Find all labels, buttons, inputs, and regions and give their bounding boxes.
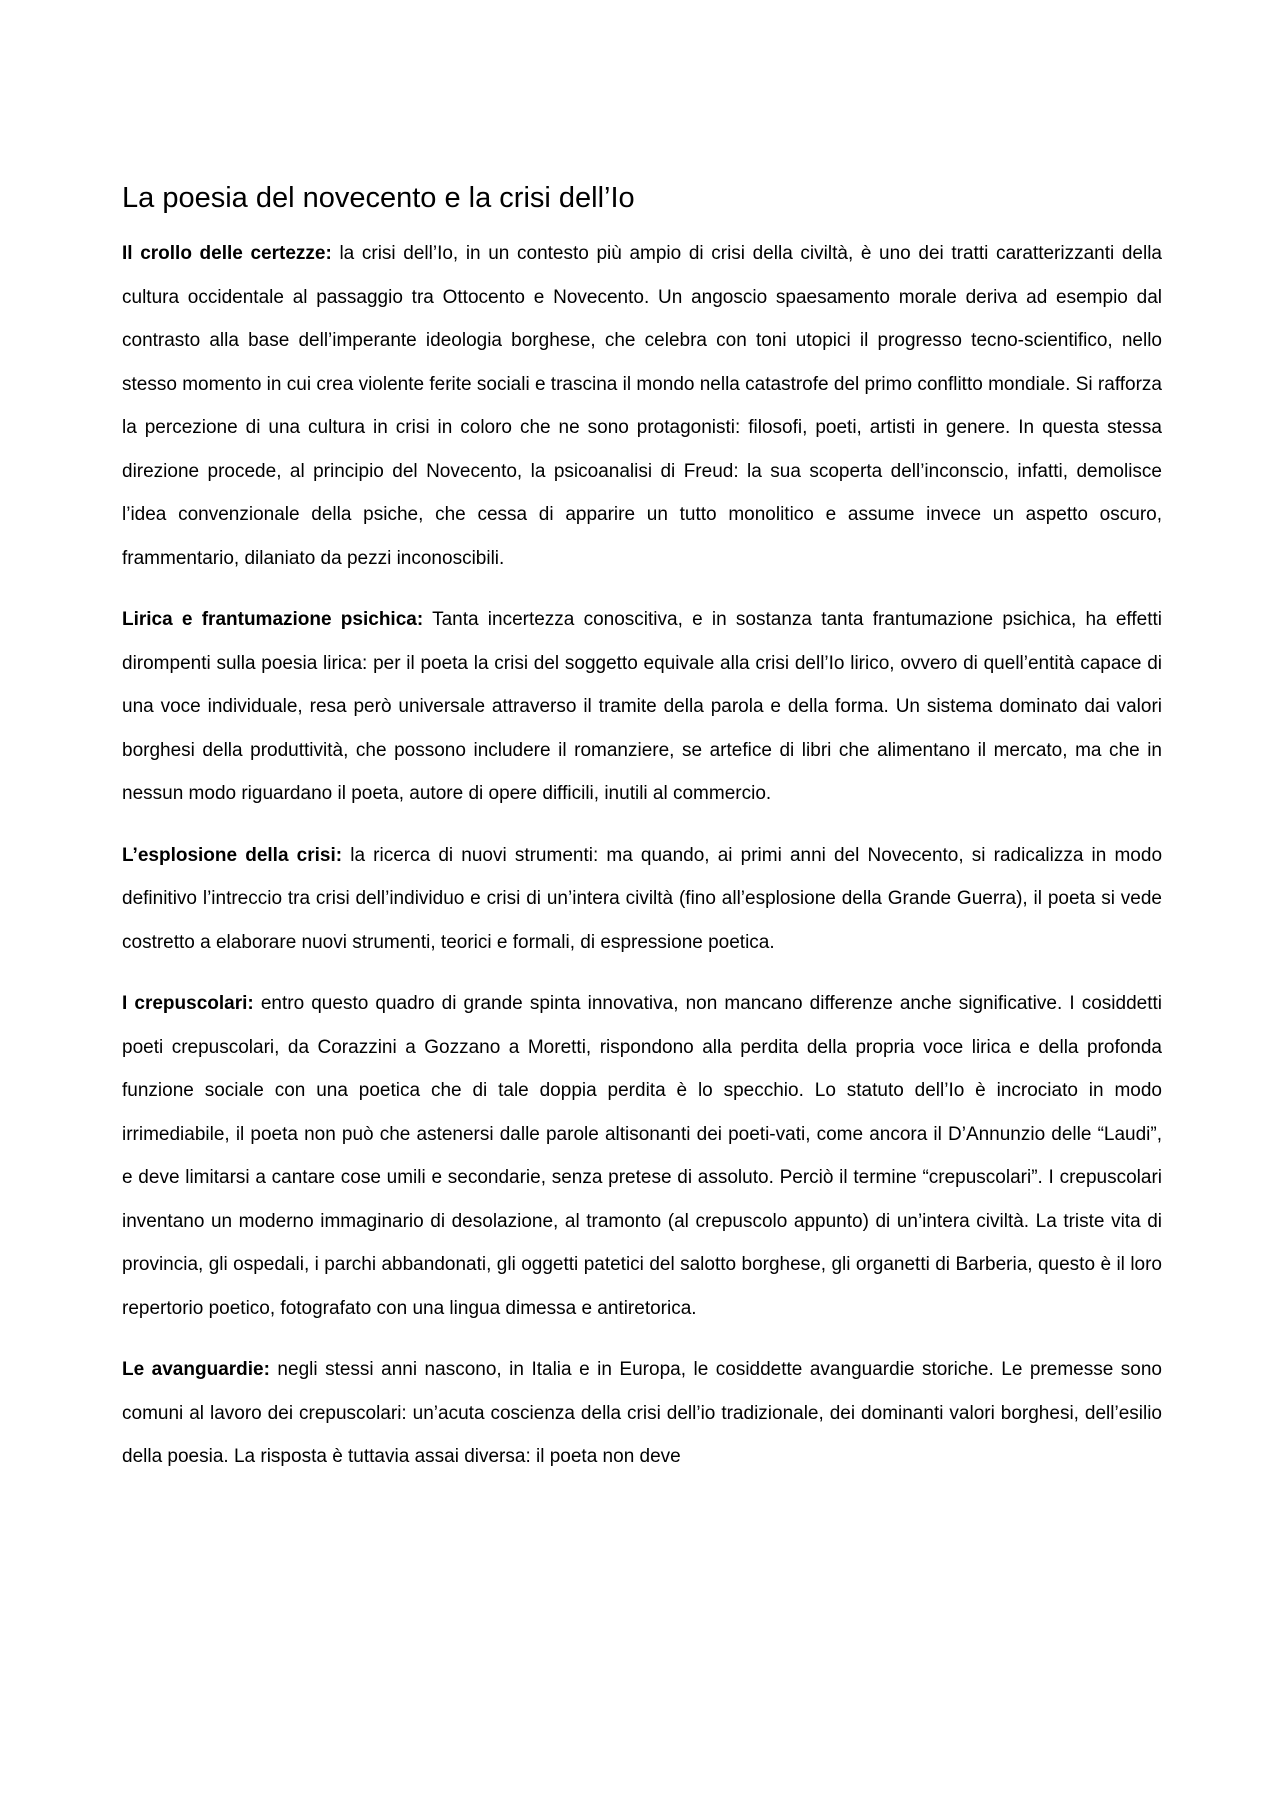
section-heading: Le avanguardie: (122, 1359, 270, 1380)
document-title: La poesia del novecento e la crisi dell’Io (122, 182, 635, 214)
section-crepuscolari (122, 982, 1162, 1330)
section-body: negli stessi anni nascono, in Italia e in Europa, le cosiddette avanguardie storiche. Le premesse sono comuni al lavoro dei crepuscolari: un’acuta coscienza della crisi dell’io tradizionale, dei dominanti valori borghesi, dell’esilio della poesia. La risposta è tuttavia assai diversa: il poeta non deve (122, 1359, 1162, 1467)
section-body: la crisi dell’Io, in un contesto più ampio di crisi della civiltà, è uno dei tratti caratterizzanti della cultura occidentale al passaggio tra Ottocento e Novecento. Un angoscio spaesamento morale deriva ad esempio dal contrasto alla base dell’imperante ideologia borghese, che celebra con toni utopici il progresso tecno-scientifico, nello stesso momento in cui crea violente ferite sociali e trascina il mondo nella catastrofe del primo conflitto mondiale. Si rafforza la percezione di una cultura in crisi in coloro che ne sono protagonisti: filosofi, poeti, artisti in genere. In questa stessa direzione procede, al principio del Novecento, la psicoanalisi di Freud: la sua scoperta dell’inconscio, infatti, demolisce l’idea convenzionale della psiche, che cessa di apparire un tutto monolitico e assume invece un aspetto oscuro, frammentario, dilaniato da pezzi inconoscibili. (122, 243, 1162, 569)
section-heading: Lirica e frantumazione psichica: (122, 609, 424, 630)
section-crollo-certezze (122, 232, 1162, 580)
section-heading: I crepuscolari: (122, 993, 254, 1014)
section-heading: Il crollo delle certezze: (122, 243, 332, 264)
section-body: la ricerca di nuovi strumenti: ma quando, ai primi anni del Novecento, si radicalizza in modo definitivo l’intreccio tra crisi dell’individuo e crisi di un’intera civiltà (fino all’esplosione della Grande Guerra), il poeta si vede costretto a elaborare nuovi strumenti, teorici e formali, di espressione poetica. (122, 844, 1163, 953)
document-page (122, 178, 1162, 1497)
section-lirica-frantumazione (122, 598, 1162, 816)
section-heading: L’esplosione della crisi: (122, 844, 343, 866)
section-body: entro questo quadro di grande spinta innovativa, non mancano differenze anche significative. I cosiddetti poeti crepuscolari, da Corazzini a Gozzano a Moretti, rispondono alla perdita della propria voce lirica e della profonda funzione sociale con una poetica che di tale doppia perdita è lo specchio. Lo statuto dell’Io è incrociato in modo irrimediabile, il poeta non può che astenersi dalle parole altisonanti dei poeti-vati, come ancora il D’Annunzio delle “Laudi”, e deve limitarsi a cantare cose umili e secondarie, senza pretese di assoluto. Perciò il termine “crepuscolari”. I crepuscolari inventano un moderno immaginario di desolazione, al tramonto (al crepuscolo appunto) di un’intera civiltà. La triste vita di provincia, gli ospedali, i parchi abbandonati, gli oggetti patetici del salotto borghese, gli organetti di Barberia, questo è il loro repertorio poetico, fotografato con una lingua dimessa e antiretorica. (122, 993, 1162, 1319)
section-avanguardie (122, 1348, 1162, 1479)
section-body: Tanta incertezza conoscitiva, e in sostanza tanta frantumazione psichica, ha effetti dirompenti sulla poesia lirica: per il poeta la crisi del soggetto equivale alla crisi dell’Io lirico, ovvero di quell’entità capace di una voce individuale, resa però universale attraverso il tramite della parola e della forma. Un sistema dominato dai valori borghesi della produttività, che possono includere il romanziere, se artefice di libri che alimentano il mercato, ma che in nessun modo riguardano il poeta, autore di opere difficili, inutili al commercio. (122, 609, 1162, 804)
section-esplosione-crisi (122, 834, 1162, 965)
